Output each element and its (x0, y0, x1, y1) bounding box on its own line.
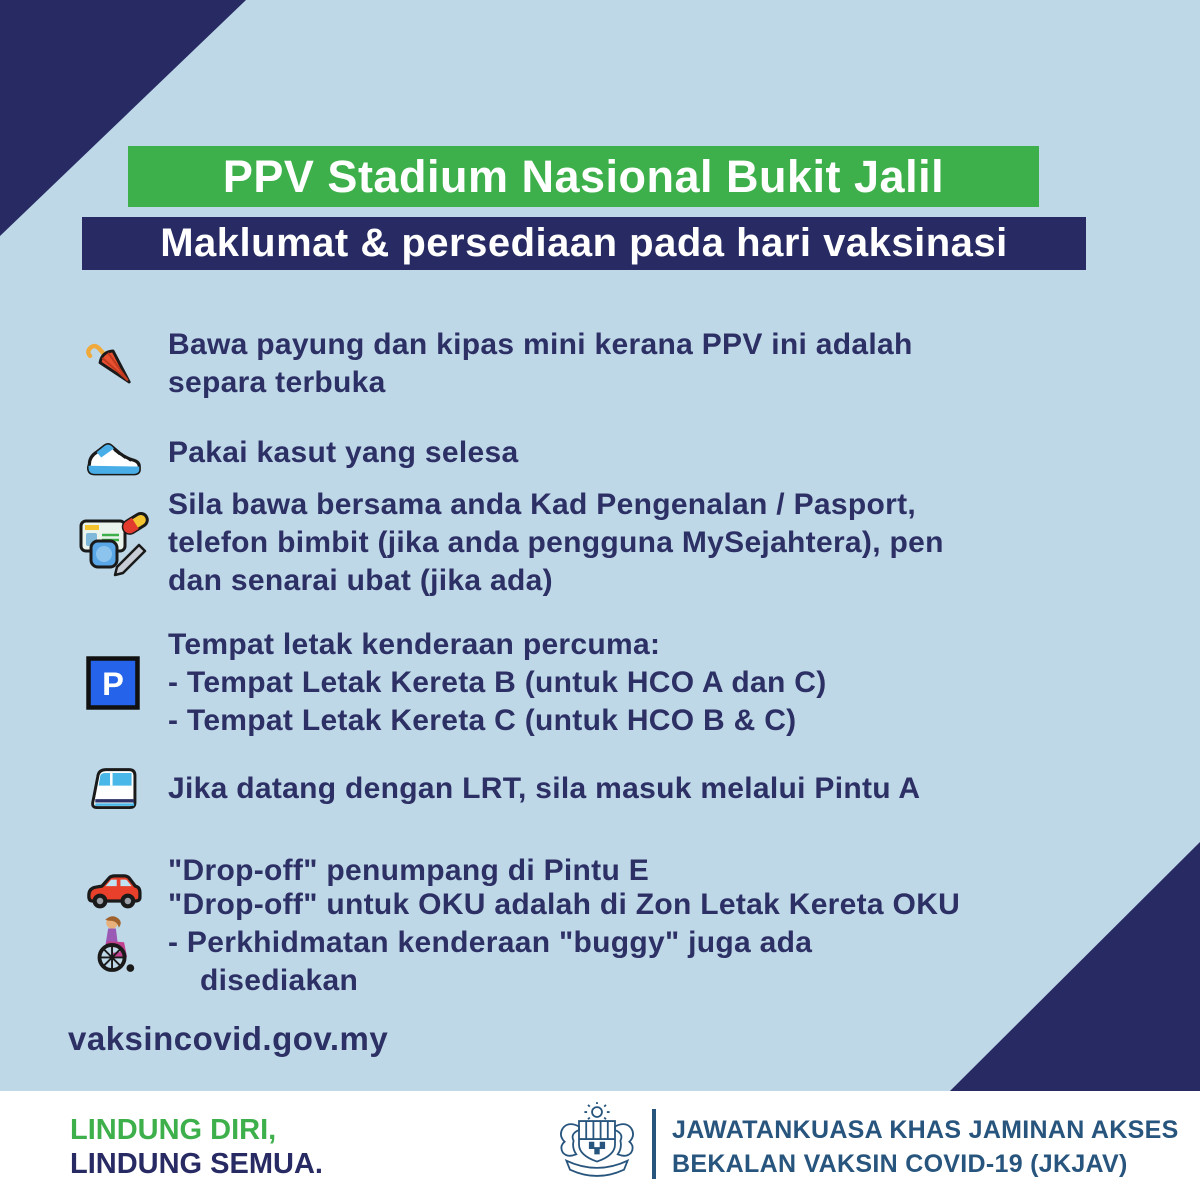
decor-triangle-bottom-right (950, 842, 1200, 1091)
item-text: Jika datang dengan LRT, sila masuk melalui Pintu A (168, 772, 921, 805)
list-item-lrt (58, 762, 920, 816)
list-item-oku (58, 886, 960, 1000)
tagline-line2: LINDUNG SEMUA. (70, 1148, 323, 1180)
svg-text:P: P (102, 664, 124, 702)
malaysia-coat-of-arms-logo (552, 1101, 642, 1192)
item-text: Bawa payung dan kipas mini kerana PPV ini adalah separa terbuka (168, 328, 913, 399)
item-text: "Drop-off" untuk OKU adalah di Zon Letak Kereta OKU - Perkhidmatan kenderaan "buggy" juga ada disediakan (168, 888, 961, 997)
website-link[interactable]: vaksincovid.gov.my (68, 1020, 389, 1057)
list-item-sneaker (58, 424, 518, 482)
parking-icon (58, 654, 168, 712)
subtitle-banner (82, 217, 1086, 270)
list-item-documents (58, 486, 944, 600)
title-banner (128, 146, 1039, 207)
page-title: PPV Stadium Nasional Bukit Jalil (222, 150, 945, 202)
list-item-parking (58, 626, 827, 740)
list-item-umbrella (58, 326, 913, 402)
org-line2: BEKALAN VAKSIN COVID-19 (JKJAV) (672, 1150, 1128, 1178)
item-text: "Drop-off" penumpang di Pintu E (168, 854, 650, 887)
page-subtitle: Maklumat & persediaan pada hari vaksinasi (160, 221, 1008, 265)
item-text: Sila bawa bersama anda Kad Pengenalan / Pasport, telefon bimbit (jika anda pengguna MySejahtera), pen dan senarai ubat (jika ada) (168, 488, 944, 597)
footer-divider (652, 1109, 656, 1179)
campaign-tagline (70, 1113, 323, 1181)
item-text: Pakai kasut yang selesa (168, 436, 519, 469)
organization-name (672, 1113, 1179, 1181)
sneaker-icon (58, 424, 168, 482)
train-icon (58, 762, 168, 816)
footer (0, 1091, 1200, 1200)
id-documents-icon (58, 509, 168, 577)
item-text: Tempat letak kenderaan percuma: - Tempat Letak Kereta B (untuk HCO A dan C) - Tempat Letak Kereta C (untuk HCO B & C) (168, 628, 827, 737)
org-line1: JAWATANKUASA KHAS JAMINAN AKSES (672, 1116, 1179, 1144)
tagline-line1: LINDUNG DIRI, (70, 1114, 277, 1146)
wheelchair-icon (58, 913, 168, 973)
umbrella-icon (58, 333, 168, 395)
